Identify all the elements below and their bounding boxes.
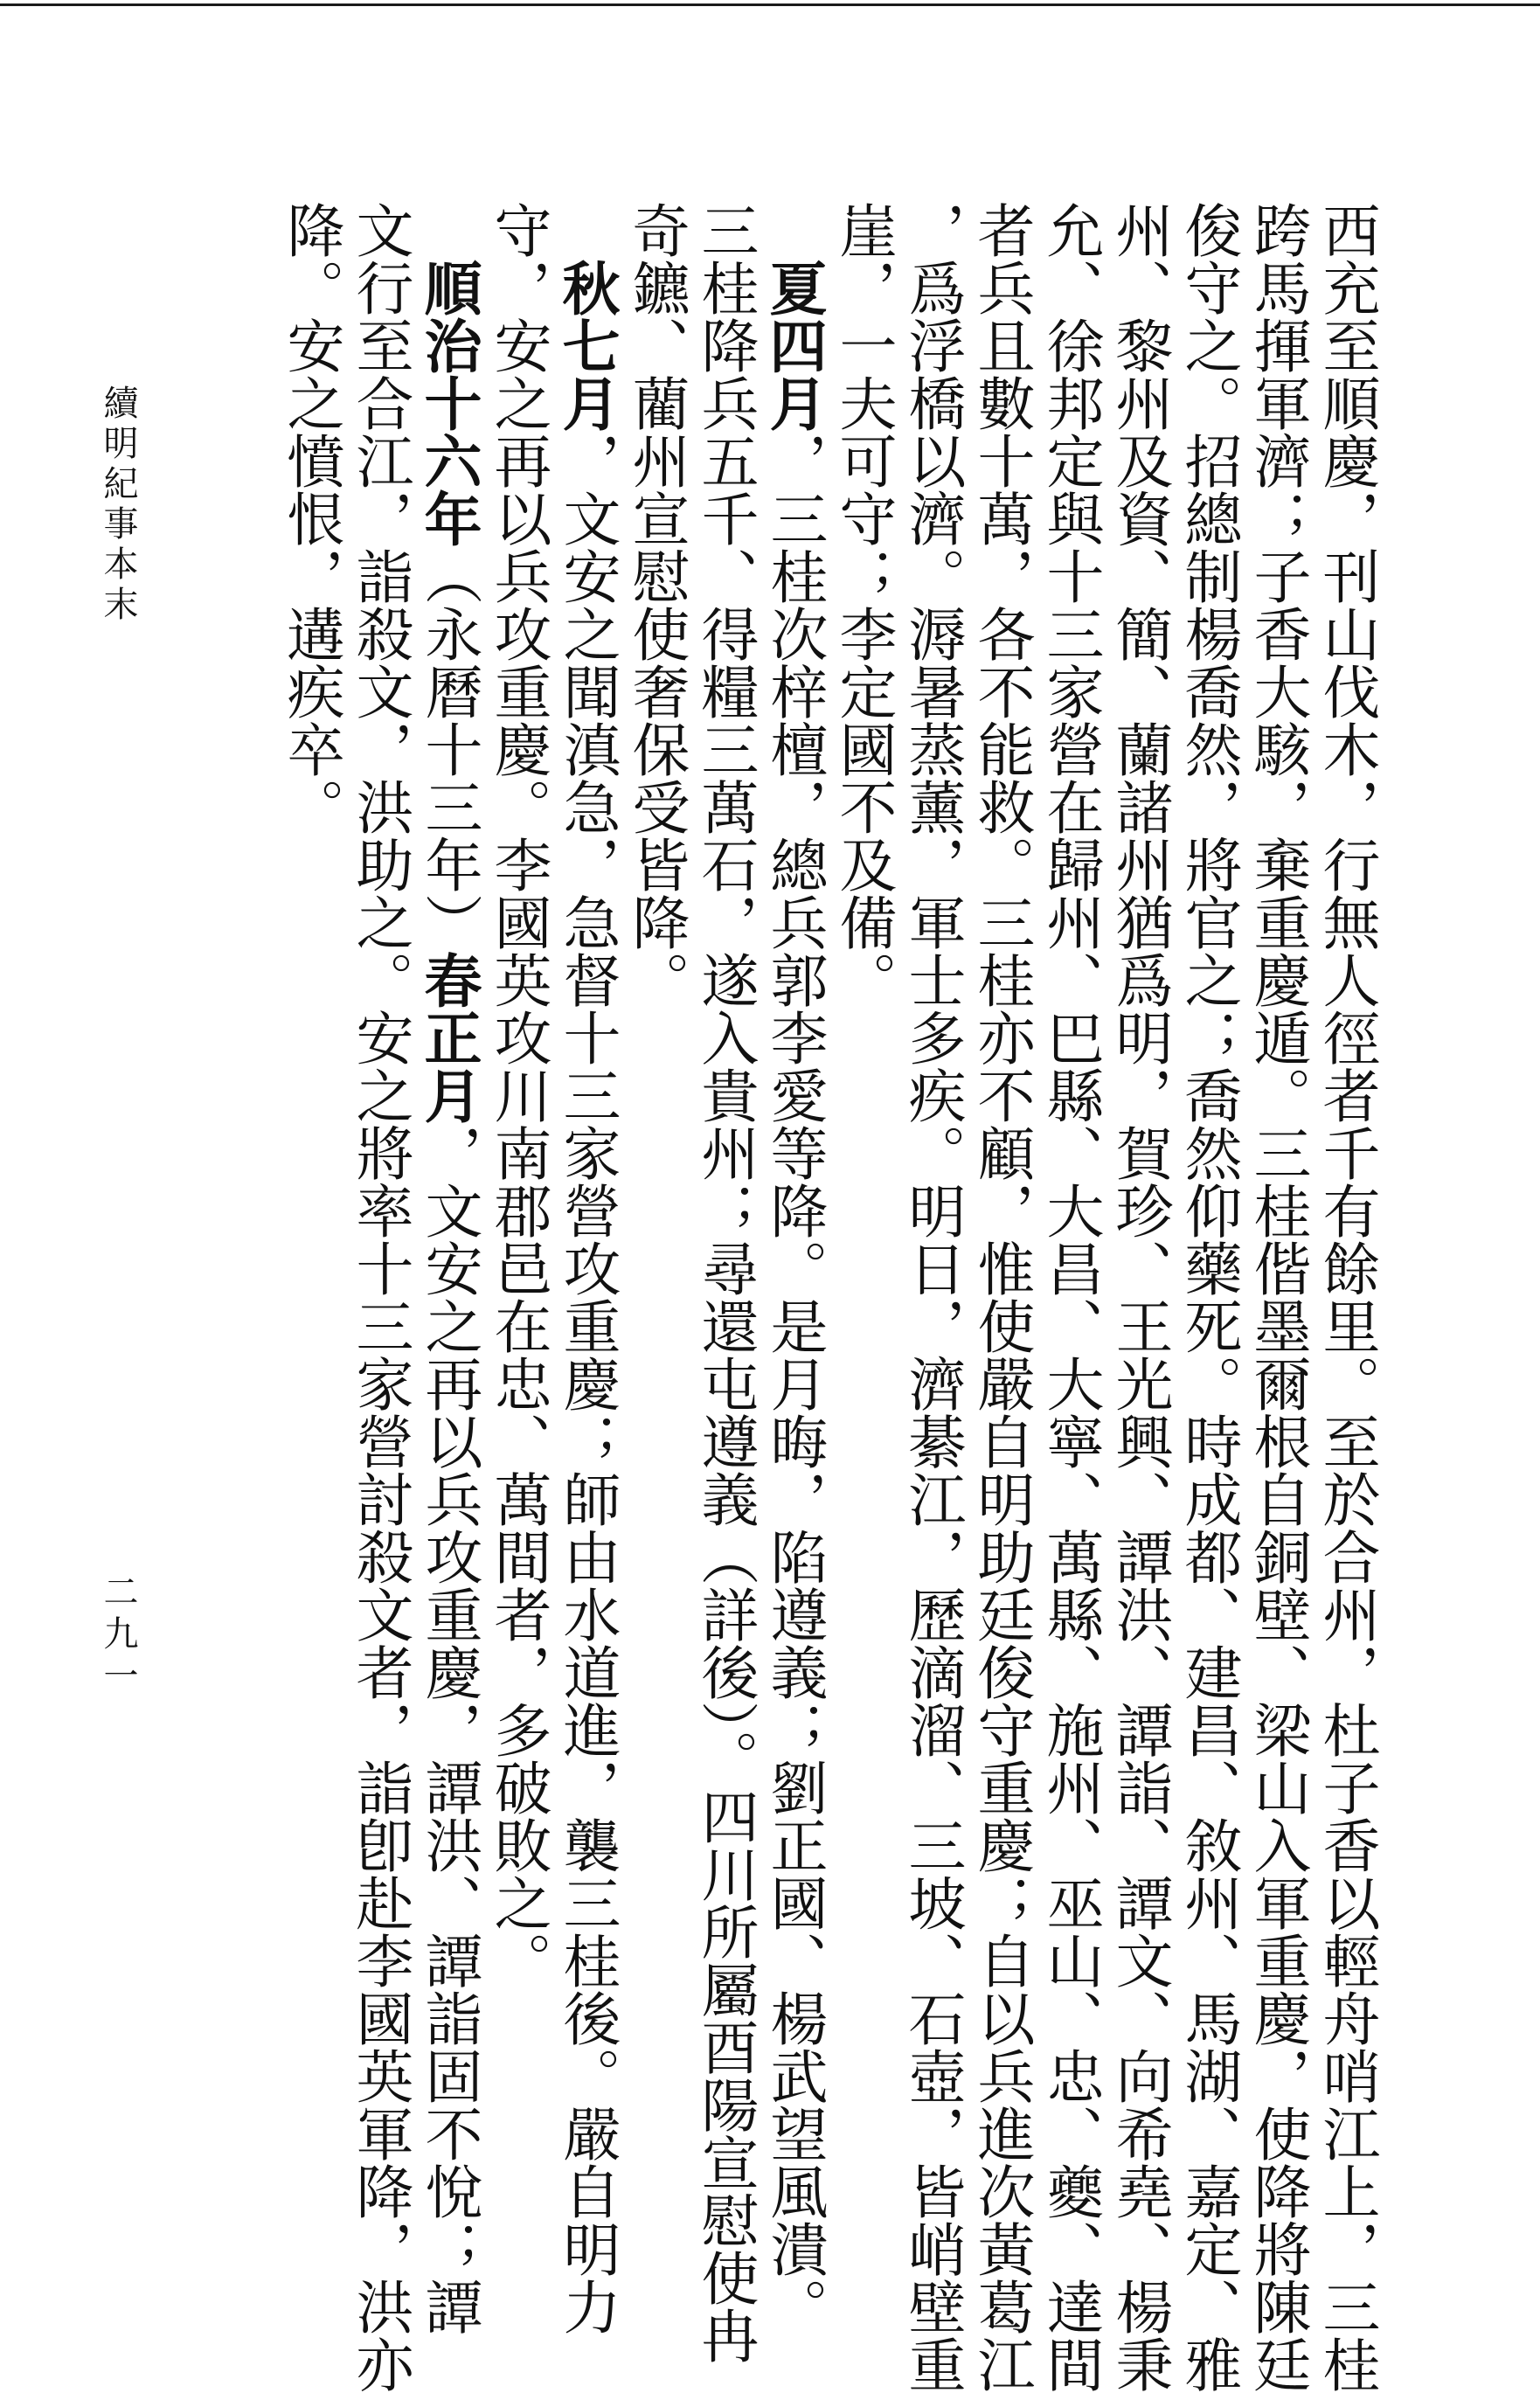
text-segment: 三桂降兵五千、得糧三萬石，遂入貴州；尋還屯遵義（詳後）。四川所屬酉陽宣慰使冉	[691, 201, 759, 2364]
text-segment: 俊守之。招總制楊喬然，將官之；喬然仰藥死。時成都、建昌、敘州、馬湖、嘉定、雅	[1175, 201, 1242, 2393]
text-column	[482, 201, 552, 1989]
text-segment	[760, 201, 828, 259]
date-heading: 春正月	[414, 951, 482, 1124]
text-segment: 文行至合江，詣殺文，洪助之。安之將率十三家營討殺文者，詣卽赴李國英軍降，洪亦	[346, 201, 413, 2393]
text-segment: 崖，一夫可守；李定國不及備。	[829, 201, 897, 1009]
text-column	[897, 201, 967, 2393]
text-column	[1311, 201, 1381, 2393]
text-column	[1242, 201, 1312, 2393]
date-heading: 夏四月	[760, 259, 828, 432]
page-number: 二九一	[98, 1573, 138, 1699]
text-segment: ，爲浮橋以濟。溽暑蒸薰，軍士多疾。明日，濟綦江，歷滴溜、三坡、石壺，皆峭壁重	[898, 201, 966, 2393]
text-segment: ，三桂次梓檀，總兵郭李愛等降。是月晦，陷遵義；劉正國、楊武望風潰。	[760, 432, 828, 2335]
text-column	[1173, 201, 1243, 2393]
top-border-rule	[0, 3, 1540, 6]
text-segment: 奇鑣、藺州宣慰使奢保受皆降。	[622, 201, 690, 1009]
text-column	[551, 201, 621, 2335]
text-column	[344, 201, 414, 2393]
text-column	[1035, 201, 1105, 2393]
date-heading: 順治十六年	[414, 259, 482, 547]
text-column	[966, 201, 1036, 2393]
text-segment: 守，安之再以兵攻重慶。李國英攻川南郡邑在忠、萬間者，多破敗之。	[484, 201, 551, 1989]
text-segment: 州、黎州及資、簡、蘭諸州猶爲明，賀珍、王光興、譚洪、譚詣、譚文、向希堯、楊秉	[1106, 201, 1173, 2393]
text-column	[275, 201, 345, 836]
text-column	[621, 201, 690, 1009]
text-segment: ，文安之聞滇急，急督十三家營攻重慶；師由水道進，襲三桂後。嚴自明力	[553, 432, 621, 2335]
text-segment: 允、徐邦定與十三家營在歸州、巴縣、大昌、大寧、萬縣、施州、巫山、忠、夔、達間	[1037, 201, 1104, 2393]
text-column	[759, 201, 829, 2335]
text-column	[690, 201, 760, 2364]
text-segment: ，文安之再以兵攻重慶，譚洪、譚詣固不悅；譚	[415, 1124, 482, 2335]
text-segment: （永曆十三年）	[415, 547, 482, 951]
text-column	[1104, 201, 1174, 2393]
text-column	[413, 201, 483, 2335]
date-heading: 秋七月	[552, 259, 621, 432]
text-segment: 西充至順慶，刊山伐木，行無人徑者千有餘里。至於合州，杜子香以輕舟哨江上，三桂	[1313, 201, 1380, 2393]
text-segment: 降。安之憤恨，遘疾卒。	[277, 201, 344, 836]
text-segment: 者兵且數十萬，各不能救。三桂亦不顧，惟使嚴自明助廷俊守重慶；自以兵進次黃葛江	[968, 201, 1035, 2393]
text-column	[828, 201, 898, 1009]
text-segment: 跨馬揮軍濟；子香大駭，棄重慶遁。三桂偕墨爾根自銅壁、梁山入軍重慶，使降將陳廷	[1244, 201, 1311, 2393]
text-segment	[415, 201, 482, 259]
text-segment	[553, 201, 621, 259]
running-title: 續明紀事本末	[98, 385, 138, 626]
